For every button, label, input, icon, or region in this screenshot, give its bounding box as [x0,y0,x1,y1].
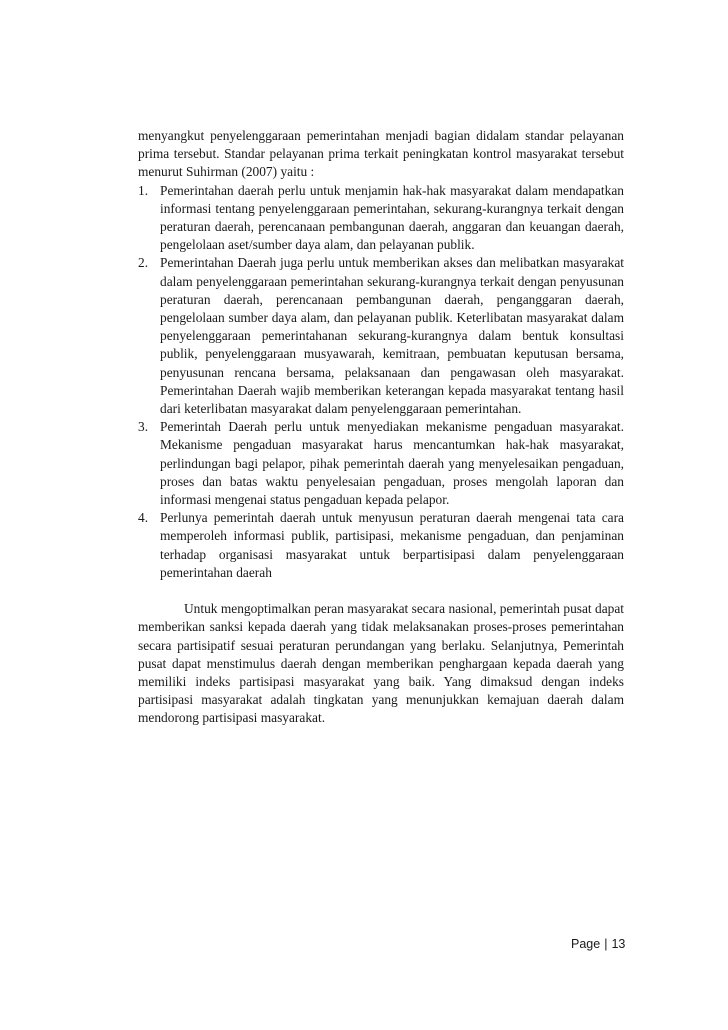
list-item [138,418,624,509]
list-item-number: 4. [138,510,149,526]
list-item-number: 2. [138,255,149,271]
intro-paragraph: menyangkut penyelenggaraan pemerintahan menjadi bagian didalam standar pelayanan prima tersebut. Standar pelayanan prima terkait peningkatan kontrol masyarakat tersebut menurut Suhirman (2007) yaitu : [138,128,624,180]
list-item [138,254,624,418]
footer-separator: | [604,937,608,951]
page-content [138,127,624,728]
list-item-text: Perlunya pemerintah daerah untuk menyusun peraturan daerah mengenai tata cara memperoleh informasi publik, partisipasi, mekanisme pengaduan, dan penjaminan terhadap organisasi masyarakat untuk berpartisipasi dalam penyelenggaraan pemerintahan daerah [160,510,624,580]
list-item [138,182,624,255]
list-item-number: 1. [138,182,149,198]
page-footer [571,937,625,951]
list-item [138,509,624,582]
list-item-text: Pemerintahan Daerah juga perlu untuk memberikan akses dan melibatkan masyarakat dalam penyelenggaraan pemerintahan sekurang-kurangnya terkait dengan penyusunan peraturan daerah, perencanaan pembangunan daerah, penganggaran daerah, pengelolaan sumber daya alam, dan pelayanan publik. Keterlibatan masyarakat dalam penyelenggaraan pemerintahanan sekurang-kurangnya dalam bentuk konsultasi publik, penyelenggaraan musyawarah, kemitraan, pembuatan keputusan bersama, penyusunan rencana bersama, pelaksanaan dan pengawasan oleh masyarakat. Pemerintahan Daerah wajib memberikan keterangan kepada masyarakat tentang hasil dari keterlibatan masyarakat dalam penyelenggaraan pemerintahan. [160,255,624,417]
numbered-list [138,182,624,582]
list-item-number: 3. [138,419,149,435]
paragraph-spacer [138,582,624,600]
page-label: Page [571,937,601,951]
closing-paragraph: Untuk mengoptimalkan peran masyarakat secara nasional, pemerintah pusat dapat memberikan sanksi kepada daerah yang tidak melaksanakan proses-proses pemerintahan secara partisipatif sesuai peraturan perundangan yang berlaku. Selanjutnya, Pemerintah pusat dapat menstimulus daerah dengan memberikan penghargaan kepada daerah yang memiliki indeks partisipasi masyarakat yang baik. Yang dimaksud dengan indeks partisipasi masyarakat adalah tingkatan yang menunjukkan kemajuan daerah dalam mendorong partisipasi masyarakat. [138,601,624,726]
list-item-text: Pemerintahan daerah perlu untuk menjamin hak-hak masyarakat dalam mendapatkan informasi tentang penyelenggaraan pemerintahan, sekurang-kurangnya terkait dengan peraturan daerah, perencanaan pembangunan daerah, anggaran dan keuangan daerah, pengelolaan aset/sumber daya alam, dan pelayanan publik. [160,182,624,253]
list-item-text: Pemerintah Daerah perlu untuk menyediakan mekanisme pengaduan masyarakat. Mekanisme pengaduan masyarakat harus mencantumkan hak-hak masyarakat, perlindungan bagi pelapor, pihak pemerintah daerah yang menyelesaikan pengaduan, proses dan batas waktu penyelesaian pengaduan, proses mengolah laporan dan informasi mengenai status pengaduan kepada pelapor. [160,419,624,508]
page-number: 13 [611,937,626,951]
